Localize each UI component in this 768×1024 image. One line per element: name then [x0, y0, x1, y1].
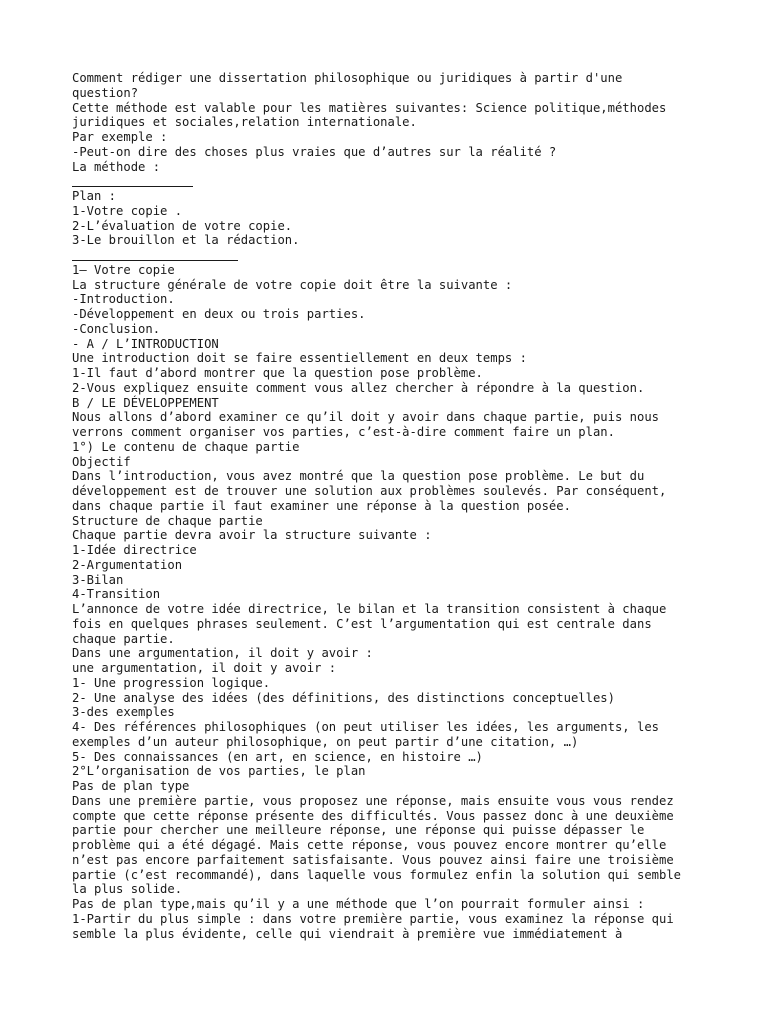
text-line: - A / L’INTRODUCTION — [72, 336, 219, 351]
document-page — [72, 71, 732, 941]
text-line: Dans l’introduction, vous avez montré que la question pose problème. Le but du — [72, 469, 645, 484]
text-line: B / LE DÉVELOPPEMENT — [72, 395, 219, 410]
text-line: verrons comment organiser vos parties, c’est-à-dire comment faire un plan. — [72, 425, 615, 439]
text-line: L’annonce de votre idée directrice, le bilan et la transition consistent à chaque — [72, 602, 667, 616]
text-line: partie (c’est recommandé), dans laquelle vous formulez enfin la solution qui semble — [72, 867, 682, 882]
text-line: Pas de plan type,mais qu’il y a une méthode que l’on pourrait formuler ainsi : — [72, 897, 645, 911]
text-line: partie pour chercher une meilleure réponse, une réponse qui puisse dépasser le — [72, 823, 645, 838]
text-line: 1-Idée directrice — [72, 543, 197, 557]
text-line: développement est de trouver une solution aux problèmes soulevés. Par conséquent, — [72, 484, 667, 498]
separator-rule — [72, 174, 732, 189]
text-line: 1-Votre copie . — [72, 203, 183, 218]
text-line: problème qui a été dégagé. Mais cette réponse, vous pouvez encore montrer qu’elle — [72, 838, 667, 852]
text-line: juridiques et sociales,relation internationale. — [72, 115, 417, 130]
text-line: 2- Une analyse des idées (des définitions, des distinctions conceptuelles) — [72, 690, 615, 705]
text-line: 1– Votre copie — [72, 262, 175, 277]
text-line: Chaque partie devra avoir la structure suivante : — [72, 528, 432, 543]
text-line: Objectif — [72, 454, 131, 469]
text-line: question? — [72, 85, 139, 100]
text-line: 1- Une progression logique. — [72, 675, 271, 690]
text-line: Nous allons d’abord examiner ce qu’il doit y avoir dans chaque partie, puis nous — [72, 410, 659, 425]
text-line: 2°L’organisation de vos parties, le plan — [72, 764, 366, 779]
text-line: exemples d’un auteur philosophique, on peut partir d’une citation, …) — [72, 734, 579, 749]
text-line: 2-Vous expliquez ensuite comment vous allez chercher à répondre à la question. — [72, 380, 645, 395]
text-line: Plan : — [72, 189, 117, 203]
text-line: Cette méthode est valable pour les matières suivantes: Science politique,méthodes — [72, 100, 667, 115]
text-line: 1-Il faut d’abord montrer que la question pose problème. — [72, 366, 483, 380]
text-line: La structure générale de votre copie doit être la suivante : — [72, 277, 513, 292]
text-line: -Développement en deux ou trois parties. — [72, 307, 366, 321]
text-line: chaque partie. — [72, 631, 175, 646]
text-line: La méthode : — [72, 159, 161, 174]
text-line: 3-Le brouillon et la rédaction. — [72, 233, 300, 248]
text-line: la plus solide. — [72, 882, 183, 897]
text-line: 4- Des références philosophiques (on peut utiliser les idées, les arguments, les — [72, 720, 659, 734]
text-line: -Introduction. — [72, 292, 175, 307]
text-line: 1-Partir du plus simple : dans votre première partie, vous examinez la réponse qui — [72, 911, 674, 926]
separator-rule — [72, 248, 732, 263]
text-line: 2-Argumentation — [72, 557, 183, 572]
text-line: dans chaque partie il faut examiner une réponse à la question posée. — [72, 498, 571, 513]
text-line: Par exemple : — [72, 130, 168, 144]
text-line: n’est pas encore parfaitement satisfaisante. Vous pouvez ainsi faire une troisième — [72, 852, 674, 867]
text-line: Comment rédiger une dissertation philosophique ou juridiques à partir d'une — [72, 71, 623, 85]
text-line: Dans une argumentation, il doit y avoir : — [72, 646, 373, 661]
text-line: Dans une première partie, vous proposez une réponse, mais ensuite vous vous rendez — [72, 793, 674, 808]
text-line: 5- Des connaissances (en art, en science, en histoire …) — [72, 749, 483, 764]
text-line: 2-L’évaluation de votre copie. — [72, 218, 293, 233]
text-line: 3-des exemples — [72, 705, 175, 720]
text-line: une argumentation, il doit y avoir : — [72, 661, 337, 675]
text-line: Structure de chaque partie — [72, 513, 263, 528]
text-line: -Peut-on dire des choses plus vraies que d’autres sur la réalité ? — [72, 144, 557, 159]
text-line: compte que cette réponse présente des difficultés. Vous passez donc à une deuxième — [72, 808, 674, 823]
text-line: fois en quelques phrases seulement. C’est l’argumentation qui est centrale dans — [72, 616, 652, 631]
text-line: 4-Transition — [72, 587, 161, 602]
text-line: semble la plus évidente, celle qui viendrait à première vue immédiatement à — [72, 926, 623, 941]
text-line: Une introduction doit se faire essentiellement en deux temps : — [72, 351, 527, 366]
text-line: 3-Bilan — [72, 572, 124, 587]
text-line: -Conclusion. — [72, 321, 161, 336]
text-line: Pas de plan type — [72, 779, 190, 793]
text-line: 1°) Le contenu de chaque partie — [72, 439, 300, 454]
